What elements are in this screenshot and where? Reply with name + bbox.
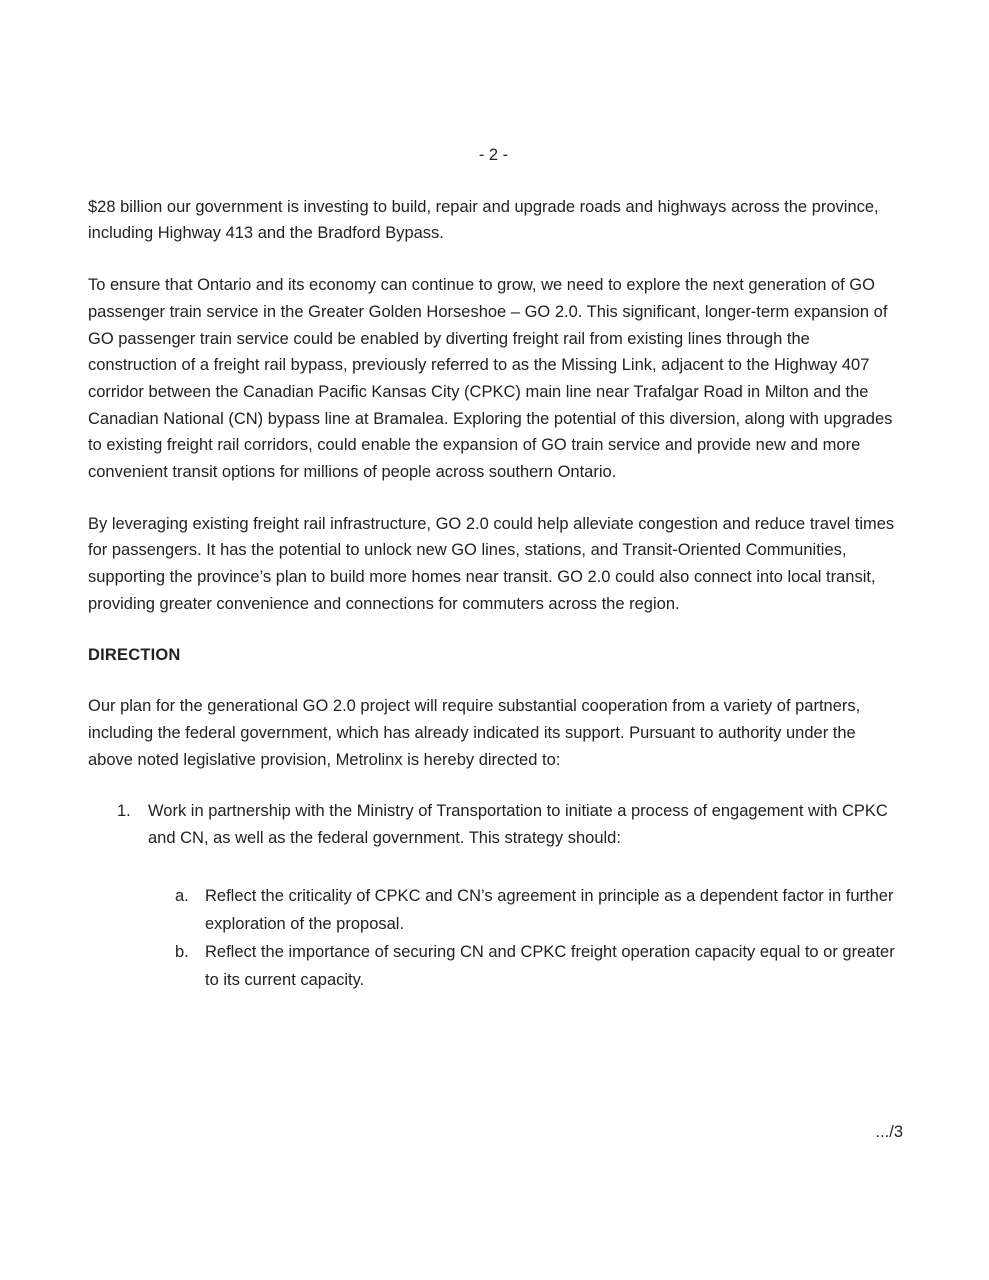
paragraph-plan-cooperation: Our plan for the generational GO 2.0 project will require substantial cooperation from a variety of partners, including the federal government, which has already indicated its support. Pursuant to authority under the above noted legislative provision, Metrolinx is hereby directed to:: [88, 697, 861, 769]
list-item-b-text: Reflect the importance of securing CN and CPKC freight operation capacity equal to or greater to its current capacity.: [205, 943, 895, 990]
list-marker-b: b.: [175, 943, 189, 962]
list-item-1-text: Work in partnership with the Ministry of Transportation to initiate a process of engagement with CPKC and CN, as well as the federal government. This strategy should:: [148, 802, 888, 848]
lettered-list-item-b: [175, 939, 899, 995]
paragraph-leverage-benefits: By leveraging existing freight rail infrastructure, GO 2.0 could help alleviate congestion and reduce travel times for passengers. It has the potential to unlock new GO lines, stations, and Transit-Oriented Communities, supporting the province’s plan to build more homes near transit. GO 2.0 could also connect into local transit, providing greater convenience and connections for commuters across the region.: [88, 514, 895, 613]
paragraph-investment: $28 billion our government is investing to build, repair and upgrade roads and highways across the province, including Highway 413 and the Bradford Bypass.: [88, 197, 879, 243]
page-continuation-mark: .../3: [875, 1123, 903, 1141]
lettered-list-item-a: [175, 883, 899, 939]
list-item-a-text: Reflect the criticality of CPKC and CN’s agreement in principle as a dependent factor in further exploration of the proposal.: [205, 886, 894, 933]
direction-heading: DIRECTION: [88, 645, 181, 664]
page-number: - 2 -: [478, 146, 509, 164]
list-marker-1: 1.: [117, 802, 131, 821]
list-marker-a: a.: [175, 886, 189, 905]
paragraph-go2-expansion: To ensure that Ontario and its economy can continue to grow, we need to explore the next generation of GO passenger train service in the Greater Golden Horseshoe – GO 2.0. This significant, longer-term expansion of GO passenger train service could be enabled by diverting freight rail from existing lines through the construction of a freight rail bypass, previously referred to as the Missing Link, adjacent to the Highway 407 corridor between the Canadian Pacific Kansas City (CPKC) main line near Trafalgar Road in Milton and the Canadian National (CN) bypass line at Bramalea. Exploring the potential of this diversion, along with upgrades to existing freight rail corridors, could enable the expansion of GO train service and provide new and more convenient transit options for millions of people across southern Ontario.: [88, 276, 893, 482]
lettered-sub-list: [88, 883, 899, 995]
numbered-list-item-1: [117, 798, 899, 851]
